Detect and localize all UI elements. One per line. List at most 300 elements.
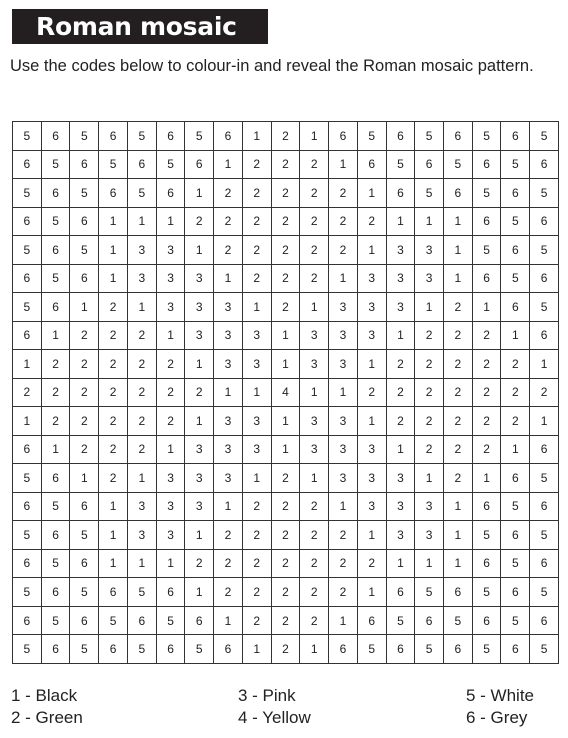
grid-cell[interactable]: 5 xyxy=(70,179,99,208)
grid-cell[interactable]: 6 xyxy=(13,321,42,350)
grid-cell[interactable]: 2 xyxy=(444,435,473,464)
grid-cell[interactable]: 2 xyxy=(501,378,530,407)
grid-cell[interactable]: 1 xyxy=(415,207,444,236)
grid-cell[interactable]: 5 xyxy=(41,549,70,578)
grid-cell[interactable]: 3 xyxy=(357,264,386,293)
grid-cell[interactable]: 6 xyxy=(530,264,559,293)
grid-cell[interactable]: 6 xyxy=(70,207,99,236)
grid-cell[interactable]: 1 xyxy=(156,435,185,464)
grid-cell[interactable]: 1 xyxy=(472,464,501,493)
grid-cell[interactable]: 1 xyxy=(386,321,415,350)
grid-cell[interactable]: 1 xyxy=(415,549,444,578)
grid-cell[interactable]: 6 xyxy=(13,549,42,578)
grid-cell[interactable]: 2 xyxy=(415,435,444,464)
grid-cell[interactable]: 6 xyxy=(99,179,128,208)
grid-cell[interactable]: 6 xyxy=(501,635,530,664)
grid-cell[interactable]: 2 xyxy=(99,350,128,379)
grid-cell[interactable]: 1 xyxy=(357,179,386,208)
grid-cell[interactable]: 3 xyxy=(156,236,185,265)
grid-cell[interactable]: 2 xyxy=(357,207,386,236)
grid-cell[interactable]: 2 xyxy=(386,350,415,379)
grid-cell[interactable]: 1 xyxy=(99,549,128,578)
grid-cell[interactable]: 6 xyxy=(444,635,473,664)
grid-cell[interactable]: 3 xyxy=(156,293,185,322)
grid-cell[interactable]: 1 xyxy=(13,350,42,379)
grid-cell[interactable]: 1 xyxy=(271,321,300,350)
grid-cell[interactable]: 6 xyxy=(185,150,214,179)
grid-cell[interactable]: 2 xyxy=(99,464,128,493)
grid-cell[interactable]: 3 xyxy=(156,464,185,493)
grid-cell[interactable]: 1 xyxy=(242,293,271,322)
grid-cell[interactable]: 2 xyxy=(127,321,156,350)
grid-cell[interactable]: 2 xyxy=(185,378,214,407)
grid-cell[interactable]: 5 xyxy=(530,122,559,151)
grid-cell[interactable]: 1 xyxy=(530,407,559,436)
grid-cell[interactable]: 2 xyxy=(415,407,444,436)
grid-cell[interactable]: 3 xyxy=(214,407,243,436)
grid-cell[interactable]: 1 xyxy=(300,293,329,322)
grid-cell[interactable]: 1 xyxy=(386,549,415,578)
grid-cell[interactable]: 6 xyxy=(13,150,42,179)
grid-cell[interactable]: 3 xyxy=(329,435,358,464)
grid-cell[interactable]: 1 xyxy=(357,236,386,265)
grid-cell[interactable]: 2 xyxy=(472,435,501,464)
grid-cell[interactable]: 1 xyxy=(214,492,243,521)
grid-cell[interactable]: 2 xyxy=(300,264,329,293)
grid-cell[interactable]: 2 xyxy=(501,350,530,379)
grid-cell[interactable]: 2 xyxy=(242,521,271,550)
grid-cell[interactable]: 6 xyxy=(329,122,358,151)
grid-cell[interactable]: 1 xyxy=(242,464,271,493)
grid-cell[interactable]: 5 xyxy=(127,578,156,607)
grid-cell[interactable]: 1 xyxy=(156,321,185,350)
grid-cell[interactable]: 5 xyxy=(472,236,501,265)
grid-cell[interactable]: 3 xyxy=(357,293,386,322)
grid-cell[interactable]: 2 xyxy=(386,378,415,407)
grid-cell[interactable]: 6 xyxy=(70,150,99,179)
grid-cell[interactable]: 2 xyxy=(329,521,358,550)
grid-cell[interactable]: 5 xyxy=(185,122,214,151)
grid-cell[interactable]: 6 xyxy=(41,122,70,151)
grid-cell[interactable]: 6 xyxy=(13,207,42,236)
grid-cell[interactable]: 2 xyxy=(242,578,271,607)
grid-cell[interactable]: 1 xyxy=(156,207,185,236)
grid-cell[interactable]: 6 xyxy=(13,264,42,293)
grid-cell[interactable]: 1 xyxy=(357,521,386,550)
grid-cell[interactable]: 2 xyxy=(70,350,99,379)
grid-cell[interactable]: 6 xyxy=(501,464,530,493)
grid-cell[interactable]: 1 xyxy=(242,122,271,151)
grid-cell[interactable]: 5 xyxy=(501,492,530,521)
grid-cell[interactable]: 6 xyxy=(386,578,415,607)
grid-cell[interactable]: 2 xyxy=(271,635,300,664)
grid-cell[interactable]: 3 xyxy=(127,492,156,521)
grid-cell[interactable]: 1 xyxy=(99,521,128,550)
grid-cell[interactable]: 1 xyxy=(185,521,214,550)
grid-cell[interactable]: 5 xyxy=(41,492,70,521)
grid-cell[interactable]: 6 xyxy=(472,549,501,578)
grid-cell[interactable]: 2 xyxy=(501,407,530,436)
grid-cell[interactable]: 1 xyxy=(386,435,415,464)
grid-cell[interactable]: 1 xyxy=(185,578,214,607)
grid-cell[interactable]: 2 xyxy=(300,521,329,550)
grid-cell[interactable]: 5 xyxy=(99,150,128,179)
grid-cell[interactable]: 2 xyxy=(415,378,444,407)
grid-cell[interactable]: 6 xyxy=(530,150,559,179)
grid-cell[interactable]: 5 xyxy=(70,578,99,607)
grid-cell[interactable]: 5 xyxy=(444,606,473,635)
grid-cell[interactable]: 5 xyxy=(530,464,559,493)
grid-cell[interactable]: 1 xyxy=(444,236,473,265)
grid-cell[interactable]: 6 xyxy=(501,521,530,550)
grid-cell[interactable]: 1 xyxy=(41,321,70,350)
grid-cell[interactable]: 6 xyxy=(501,236,530,265)
grid-cell[interactable]: 6 xyxy=(70,549,99,578)
grid-cell[interactable]: 1 xyxy=(444,492,473,521)
grid-cell[interactable]: 1 xyxy=(70,464,99,493)
grid-cell[interactable]: 2 xyxy=(329,578,358,607)
grid-cell[interactable]: 3 xyxy=(300,350,329,379)
grid-cell[interactable]: 6 xyxy=(472,606,501,635)
grid-cell[interactable]: 5 xyxy=(415,578,444,607)
grid-cell[interactable]: 2 xyxy=(70,378,99,407)
grid-cell[interactable]: 1 xyxy=(472,293,501,322)
grid-cell[interactable]: 6 xyxy=(41,179,70,208)
grid-cell[interactable]: 2 xyxy=(41,378,70,407)
grid-cell[interactable]: 1 xyxy=(214,606,243,635)
grid-cell[interactable]: 5 xyxy=(127,179,156,208)
grid-cell[interactable]: 2 xyxy=(472,407,501,436)
grid-cell[interactable]: 6 xyxy=(13,435,42,464)
grid-cell[interactable]: 2 xyxy=(271,293,300,322)
grid-cell[interactable]: 2 xyxy=(271,578,300,607)
grid-cell[interactable]: 5 xyxy=(13,578,42,607)
grid-cell[interactable]: 2 xyxy=(99,378,128,407)
grid-cell[interactable]: 6 xyxy=(156,122,185,151)
grid-cell[interactable]: 3 xyxy=(214,293,243,322)
grid-cell[interactable]: 3 xyxy=(127,236,156,265)
grid-cell[interactable]: 2 xyxy=(472,321,501,350)
grid-cell[interactable]: 3 xyxy=(357,435,386,464)
grid-cell[interactable]: 2 xyxy=(99,407,128,436)
grid-cell[interactable]: 5 xyxy=(127,635,156,664)
grid-cell[interactable]: 2 xyxy=(444,293,473,322)
grid-cell[interactable]: 5 xyxy=(530,521,559,550)
grid-cell[interactable]: 6 xyxy=(41,521,70,550)
grid-cell[interactable]: 3 xyxy=(300,435,329,464)
grid-cell[interactable]: 1 xyxy=(127,207,156,236)
grid-cell[interactable]: 3 xyxy=(329,350,358,379)
grid-cell[interactable]: 2 xyxy=(156,378,185,407)
grid-cell[interactable]: 6 xyxy=(156,179,185,208)
grid-cell[interactable]: 6 xyxy=(501,122,530,151)
grid-cell[interactable]: 3 xyxy=(329,464,358,493)
grid-cell[interactable]: 5 xyxy=(501,264,530,293)
grid-cell[interactable]: 5 xyxy=(41,150,70,179)
grid-cell[interactable]: 2 xyxy=(242,207,271,236)
grid-cell[interactable]: 5 xyxy=(472,122,501,151)
grid-cell[interactable]: 2 xyxy=(127,435,156,464)
grid-cell[interactable]: 2 xyxy=(242,549,271,578)
grid-cell[interactable]: 1 xyxy=(444,207,473,236)
grid-cell[interactable]: 5 xyxy=(13,464,42,493)
grid-cell[interactable]: 3 xyxy=(386,464,415,493)
grid-cell[interactable]: 6 xyxy=(156,578,185,607)
grid-cell[interactable]: 3 xyxy=(127,521,156,550)
grid-cell[interactable]: 3 xyxy=(156,521,185,550)
grid-cell[interactable]: 2 xyxy=(415,321,444,350)
grid-cell[interactable]: 6 xyxy=(386,122,415,151)
grid-cell[interactable]: 2 xyxy=(271,549,300,578)
grid-cell[interactable]: 2 xyxy=(271,236,300,265)
grid-cell[interactable]: 5 xyxy=(41,606,70,635)
grid-cell[interactable]: 2 xyxy=(156,350,185,379)
grid-cell[interactable]: 2 xyxy=(242,236,271,265)
grid-cell[interactable]: 5 xyxy=(156,606,185,635)
grid-cell[interactable]: 1 xyxy=(185,350,214,379)
grid-cell[interactable]: 6 xyxy=(444,578,473,607)
grid-cell[interactable]: 3 xyxy=(386,264,415,293)
grid-cell[interactable]: 5 xyxy=(70,236,99,265)
grid-cell[interactable]: 3 xyxy=(127,264,156,293)
grid-cell[interactable]: 6 xyxy=(41,635,70,664)
grid-cell[interactable]: 3 xyxy=(415,492,444,521)
grid-cell[interactable]: 2 xyxy=(242,150,271,179)
grid-cell[interactable]: 2 xyxy=(300,150,329,179)
grid-cell[interactable]: 2 xyxy=(329,179,358,208)
grid-cell[interactable]: 1 xyxy=(444,521,473,550)
grid-cell[interactable]: 6 xyxy=(501,179,530,208)
grid-cell[interactable]: 2 xyxy=(300,549,329,578)
grid-cell[interactable]: 6 xyxy=(444,179,473,208)
grid-cell[interactable]: 5 xyxy=(530,179,559,208)
grid-cell[interactable]: 1 xyxy=(329,492,358,521)
grid-cell[interactable]: 2 xyxy=(300,236,329,265)
grid-cell[interactable]: 2 xyxy=(271,179,300,208)
grid-cell[interactable]: 2 xyxy=(444,464,473,493)
grid-cell[interactable]: 2 xyxy=(214,207,243,236)
grid-cell[interactable]: 1 xyxy=(214,150,243,179)
grid-cell[interactable]: 6 xyxy=(472,207,501,236)
grid-cell[interactable]: 2 xyxy=(214,236,243,265)
grid-cell[interactable]: 2 xyxy=(13,378,42,407)
grid-cell[interactable]: 2 xyxy=(127,407,156,436)
grid-cell[interactable]: 5 xyxy=(472,635,501,664)
grid-cell[interactable]: 1 xyxy=(444,549,473,578)
grid-cell[interactable]: 2 xyxy=(271,264,300,293)
grid-cell[interactable]: 5 xyxy=(501,207,530,236)
grid-cell[interactable]: 2 xyxy=(271,207,300,236)
grid-cell[interactable]: 1 xyxy=(99,207,128,236)
grid-cell[interactable]: 2 xyxy=(444,407,473,436)
grid-cell[interactable]: 2 xyxy=(357,549,386,578)
grid-cell[interactable]: 5 xyxy=(156,150,185,179)
grid-cell[interactable]: 6 xyxy=(70,264,99,293)
grid-cell[interactable]: 2 xyxy=(214,521,243,550)
grid-cell[interactable]: 5 xyxy=(530,236,559,265)
grid-cell[interactable]: 2 xyxy=(271,122,300,151)
grid-cell[interactable]: 1 xyxy=(357,350,386,379)
grid-cell[interactable]: 5 xyxy=(501,549,530,578)
grid-cell[interactable]: 6 xyxy=(99,578,128,607)
grid-cell[interactable]: 6 xyxy=(70,606,99,635)
grid-cell[interactable]: 2 xyxy=(70,407,99,436)
grid-cell[interactable]: 2 xyxy=(415,350,444,379)
grid-cell[interactable]: 5 xyxy=(530,635,559,664)
grid-cell[interactable]: 5 xyxy=(13,236,42,265)
grid-cell[interactable]: 5 xyxy=(472,578,501,607)
grid-cell[interactable]: 1 xyxy=(444,264,473,293)
grid-cell[interactable]: 5 xyxy=(13,179,42,208)
grid-cell[interactable]: 3 xyxy=(329,321,358,350)
grid-cell[interactable]: 6 xyxy=(530,606,559,635)
grid-cell[interactable]: 5 xyxy=(41,207,70,236)
grid-cell[interactable]: 2 xyxy=(156,407,185,436)
grid-cell[interactable]: 2 xyxy=(271,521,300,550)
grid-cell[interactable]: 5 xyxy=(13,521,42,550)
grid-cell[interactable]: 2 xyxy=(300,578,329,607)
grid-cell[interactable]: 2 xyxy=(99,293,128,322)
grid-cell[interactable]: 6 xyxy=(41,236,70,265)
grid-cell[interactable]: 6 xyxy=(127,606,156,635)
grid-cell[interactable]: 2 xyxy=(357,378,386,407)
grid-cell[interactable]: 2 xyxy=(444,321,473,350)
grid-cell[interactable]: 2 xyxy=(271,464,300,493)
grid-cell[interactable]: 3 xyxy=(415,521,444,550)
grid-cell[interactable]: 5 xyxy=(501,150,530,179)
grid-cell[interactable]: 5 xyxy=(530,578,559,607)
grid-cell[interactable]: 2 xyxy=(99,435,128,464)
grid-cell[interactable]: 2 xyxy=(214,179,243,208)
grid-cell[interactable]: 6 xyxy=(185,606,214,635)
grid-cell[interactable]: 6 xyxy=(472,264,501,293)
grid-cell[interactable]: 1 xyxy=(300,122,329,151)
grid-cell[interactable]: 2 xyxy=(386,407,415,436)
grid-cell[interactable]: 1 xyxy=(156,549,185,578)
grid-cell[interactable]: 6 xyxy=(530,207,559,236)
grid-cell[interactable]: 6 xyxy=(530,435,559,464)
grid-cell[interactable]: 3 xyxy=(214,321,243,350)
grid-cell[interactable]: 6 xyxy=(386,179,415,208)
grid-cell[interactable]: 2 xyxy=(329,549,358,578)
grid-cell[interactable]: 6 xyxy=(41,464,70,493)
grid-cell[interactable]: 1 xyxy=(41,435,70,464)
grid-cell[interactable]: 1 xyxy=(329,606,358,635)
grid-cell[interactable]: 5 xyxy=(530,293,559,322)
grid-cell[interactable]: 1 xyxy=(329,378,358,407)
grid-cell[interactable]: 6 xyxy=(13,492,42,521)
grid-cell[interactable]: 6 xyxy=(530,321,559,350)
grid-cell[interactable]: 3 xyxy=(386,521,415,550)
grid-cell[interactable]: 3 xyxy=(185,435,214,464)
grid-cell[interactable]: 5 xyxy=(501,606,530,635)
grid-cell[interactable]: 3 xyxy=(357,492,386,521)
grid-cell[interactable]: 3 xyxy=(329,407,358,436)
grid-cell[interactable]: 2 xyxy=(127,378,156,407)
grid-cell[interactable]: 5 xyxy=(357,122,386,151)
grid-cell[interactable]: 1 xyxy=(530,350,559,379)
grid-cell[interactable]: 6 xyxy=(70,492,99,521)
grid-cell[interactable]: 2 xyxy=(242,606,271,635)
grid-cell[interactable]: 3 xyxy=(185,464,214,493)
grid-cell[interactable]: 3 xyxy=(300,407,329,436)
grid-cell[interactable]: 2 xyxy=(300,492,329,521)
grid-cell[interactable]: 5 xyxy=(127,122,156,151)
grid-cell[interactable]: 3 xyxy=(156,264,185,293)
grid-cell[interactable]: 1 xyxy=(185,179,214,208)
grid-cell[interactable]: 2 xyxy=(70,435,99,464)
grid-cell[interactable]: 6 xyxy=(415,150,444,179)
grid-cell[interactable]: 5 xyxy=(185,635,214,664)
grid-cell[interactable]: 1 xyxy=(501,321,530,350)
grid-cell[interactable]: 3 xyxy=(386,293,415,322)
grid-cell[interactable]: 5 xyxy=(415,635,444,664)
grid-cell[interactable]: 6 xyxy=(214,635,243,664)
grid-cell[interactable]: 6 xyxy=(41,578,70,607)
grid-cell[interactable]: 3 xyxy=(185,492,214,521)
grid-cell[interactable]: 6 xyxy=(472,150,501,179)
grid-cell[interactable]: 6 xyxy=(41,293,70,322)
grid-cell[interactable]: 6 xyxy=(415,606,444,635)
grid-cell[interactable]: 2 xyxy=(242,179,271,208)
grid-cell[interactable]: 2 xyxy=(271,150,300,179)
grid-cell[interactable]: 2 xyxy=(41,350,70,379)
grid-cell[interactable]: 1 xyxy=(415,464,444,493)
grid-cell[interactable]: 2 xyxy=(444,350,473,379)
grid-cell[interactable]: 3 xyxy=(185,293,214,322)
grid-cell[interactable]: 1 xyxy=(185,407,214,436)
grid-cell[interactable]: 5 xyxy=(444,150,473,179)
grid-cell[interactable]: 1 xyxy=(214,264,243,293)
grid-cell[interactable]: 5 xyxy=(472,179,501,208)
grid-cell[interactable]: 2 xyxy=(214,549,243,578)
grid-cell[interactable]: 6 xyxy=(127,150,156,179)
grid-cell[interactable]: 5 xyxy=(70,635,99,664)
grid-cell[interactable]: 1 xyxy=(329,264,358,293)
grid-cell[interactable]: 2 xyxy=(329,207,358,236)
grid-cell[interactable]: 1 xyxy=(70,293,99,322)
grid-cell[interactable]: 2 xyxy=(472,350,501,379)
grid-cell[interactable]: 3 xyxy=(214,464,243,493)
grid-cell[interactable]: 3 xyxy=(156,492,185,521)
grid-cell[interactable]: 5 xyxy=(41,264,70,293)
grid-cell[interactable]: 1 xyxy=(99,264,128,293)
grid-cell[interactable]: 1 xyxy=(214,378,243,407)
grid-cell[interactable]: 3 xyxy=(300,321,329,350)
grid-cell[interactable]: 1 xyxy=(300,464,329,493)
grid-cell[interactable]: 6 xyxy=(156,635,185,664)
grid-cell[interactable]: 1 xyxy=(185,236,214,265)
grid-cell[interactable]: 2 xyxy=(127,350,156,379)
grid-cell[interactable]: 3 xyxy=(185,321,214,350)
grid-cell[interactable]: 5 xyxy=(13,293,42,322)
grid-cell[interactable]: 2 xyxy=(271,492,300,521)
grid-cell[interactable]: 5 xyxy=(70,521,99,550)
grid-cell[interactable]: 6 xyxy=(530,549,559,578)
grid-cell[interactable]: 6 xyxy=(329,635,358,664)
grid-cell[interactable]: 1 xyxy=(357,578,386,607)
grid-cell[interactable]: 2 xyxy=(271,606,300,635)
grid-cell[interactable]: 1 xyxy=(357,407,386,436)
grid-cell[interactable]: 1 xyxy=(271,435,300,464)
grid-cell[interactable]: 1 xyxy=(271,350,300,379)
grid-cell[interactable]: 3 xyxy=(329,293,358,322)
grid-cell[interactable]: 5 xyxy=(386,606,415,635)
grid-cell[interactable]: 1 xyxy=(501,435,530,464)
grid-cell[interactable]: 3 xyxy=(214,350,243,379)
grid-cell[interactable]: 3 xyxy=(214,435,243,464)
grid-cell[interactable]: 1 xyxy=(99,236,128,265)
